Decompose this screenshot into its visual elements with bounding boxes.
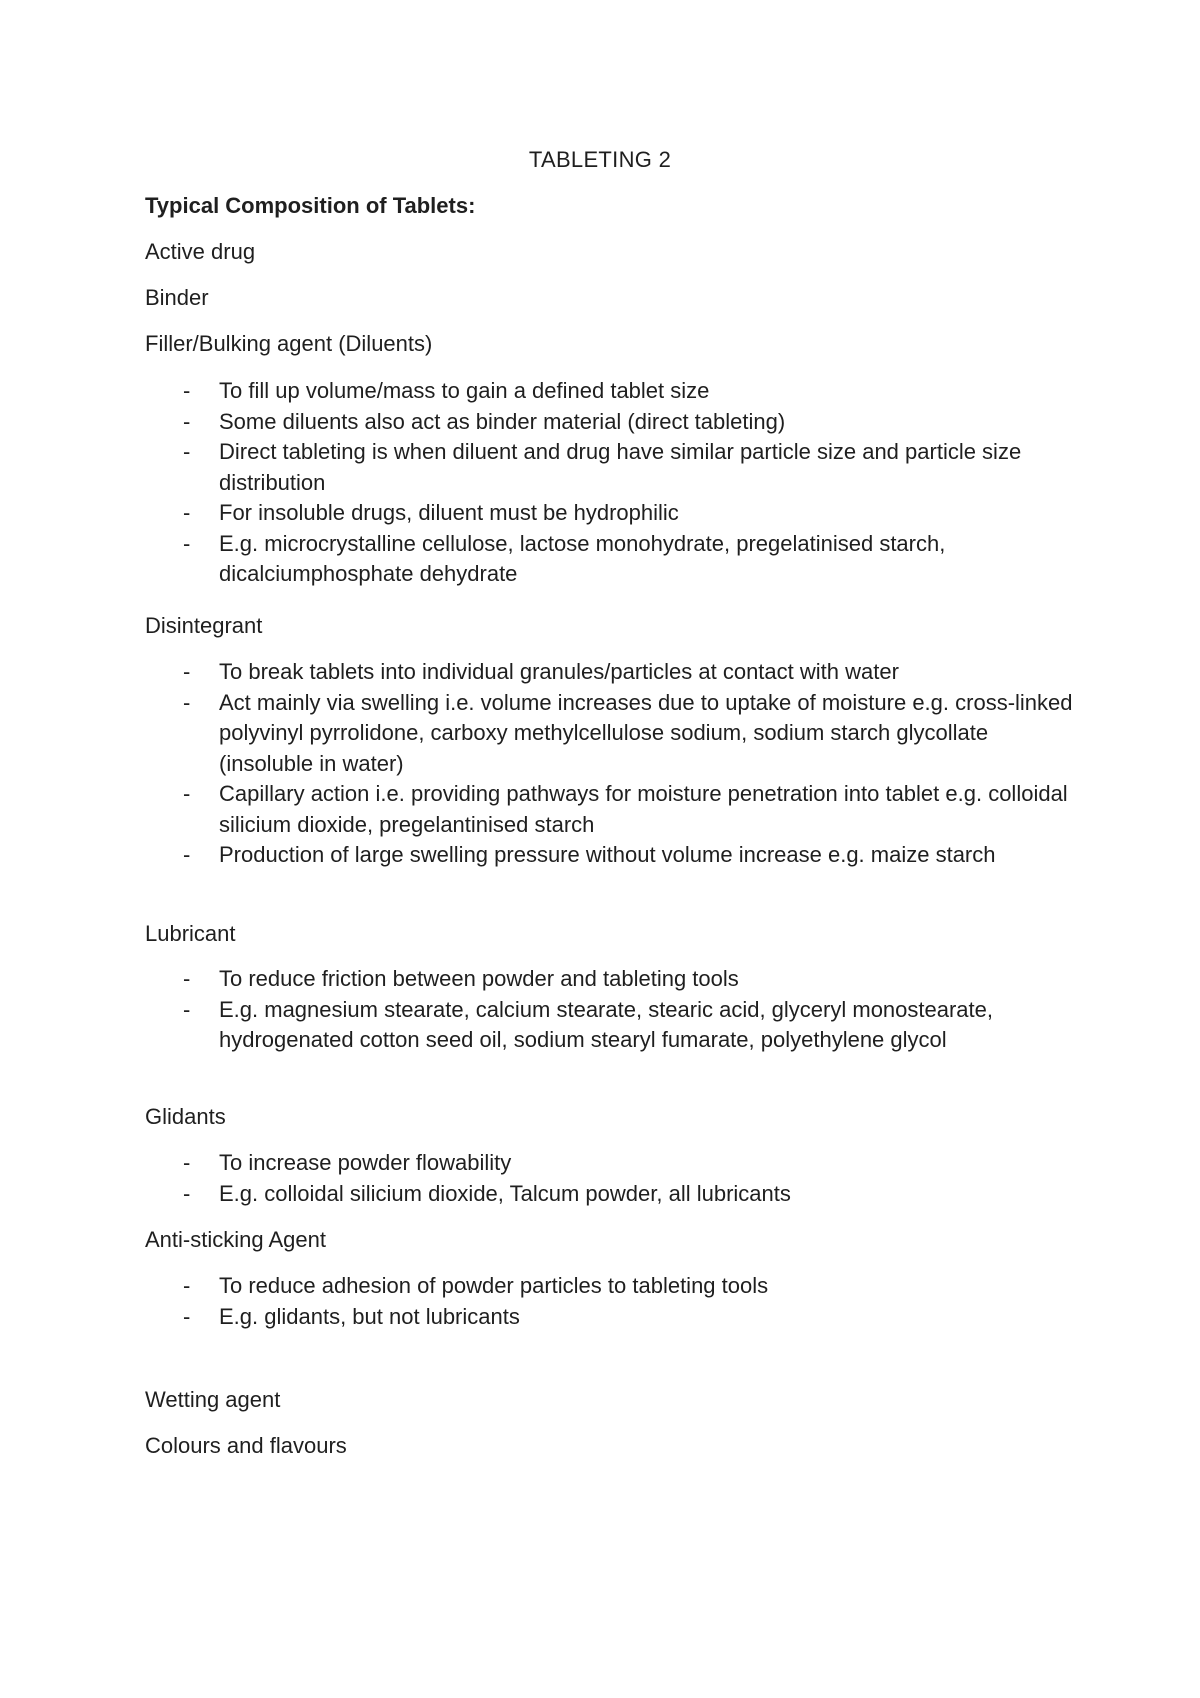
- bullet-list-glidants: [145, 1148, 1075, 1209]
- section-heading-filler: Filler/Bulking agent (Diluents): [145, 331, 433, 356]
- document-title: TABLETING 2: [528, 147, 672, 172]
- list-item: - To reduce friction between powder and tableting tools: [145, 964, 1075, 995]
- section-heading-glidants: Glidants: [145, 1104, 226, 1129]
- list-item: - E.g. magnesium stearate, calcium stearate, stearic acid, glyceryl monostearate, hydrogenated cotton seed oil, sodium stearyl fumarate, polyethylene glycol: [145, 995, 1075, 1056]
- section-heading-active-drug: Active drug: [145, 239, 256, 264]
- list-item: - Capillary action i.e. providing pathways for moisture penetration into tablet e.g. colloidal silicium dioxide, pregelantinised starch: [145, 779, 1075, 840]
- document-subtitle: Typical Composition of Tablets:: [145, 193, 476, 218]
- list-item: - E.g. glidants, but not lubricants: [145, 1302, 1075, 1333]
- section-heading-disintegrant: Disintegrant: [145, 613, 263, 638]
- bullet-list-filler: [145, 376, 1075, 590]
- section-heading-colours-and-flavours: Colours and flavours: [145, 1433, 347, 1458]
- section-heading-wetting-agent: Wetting agent: [145, 1387, 281, 1412]
- list-item: - Production of large swelling pressure without volume increase e.g. maize starch: [145, 840, 1075, 871]
- bullet-list-anti-sticking-agent: [145, 1271, 1075, 1332]
- bullet-list-lubricant: [145, 964, 1075, 1056]
- list-item: - Some diluents also act as binder material (direct tableting): [145, 407, 1075, 438]
- list-item: - To reduce adhesion of powder particles to tableting tools: [145, 1271, 1075, 1302]
- list-item: - To break tablets into individual granules/particles at contact with water: [145, 657, 1075, 688]
- section-heading-binder: Binder: [145, 285, 209, 310]
- section-heading-lubricant: Lubricant: [145, 921, 236, 946]
- list-item: - E.g. microcrystalline cellulose, lactose monohydrate, pregelatinised starch, dicalciumphosphate dehydrate: [145, 529, 1075, 590]
- list-item: - To fill up volume/mass to gain a defined tablet size: [145, 376, 1075, 407]
- bullet-list-disintegrant: [145, 657, 1075, 871]
- list-item: - Direct tableting is when diluent and drug have similar particle size and particle size distribution: [145, 437, 1075, 498]
- list-item: - E.g. colloidal silicium dioxide, Talcum powder, all lubricants: [145, 1179, 1075, 1210]
- list-item: - For insoluble drugs, diluent must be hydrophilic: [145, 498, 1075, 529]
- list-item: - Act mainly via swelling i.e. volume increases due to uptake of moisture e.g. cross-linked polyvinyl pyrrolidone, carboxy methylcellulose sodium, sodium starch glycollate (insoluble in water): [145, 688, 1075, 780]
- section-heading-anti-sticking-agent: Anti-sticking Agent: [145, 1227, 326, 1252]
- list-item: - To increase powder flowability: [145, 1148, 1075, 1179]
